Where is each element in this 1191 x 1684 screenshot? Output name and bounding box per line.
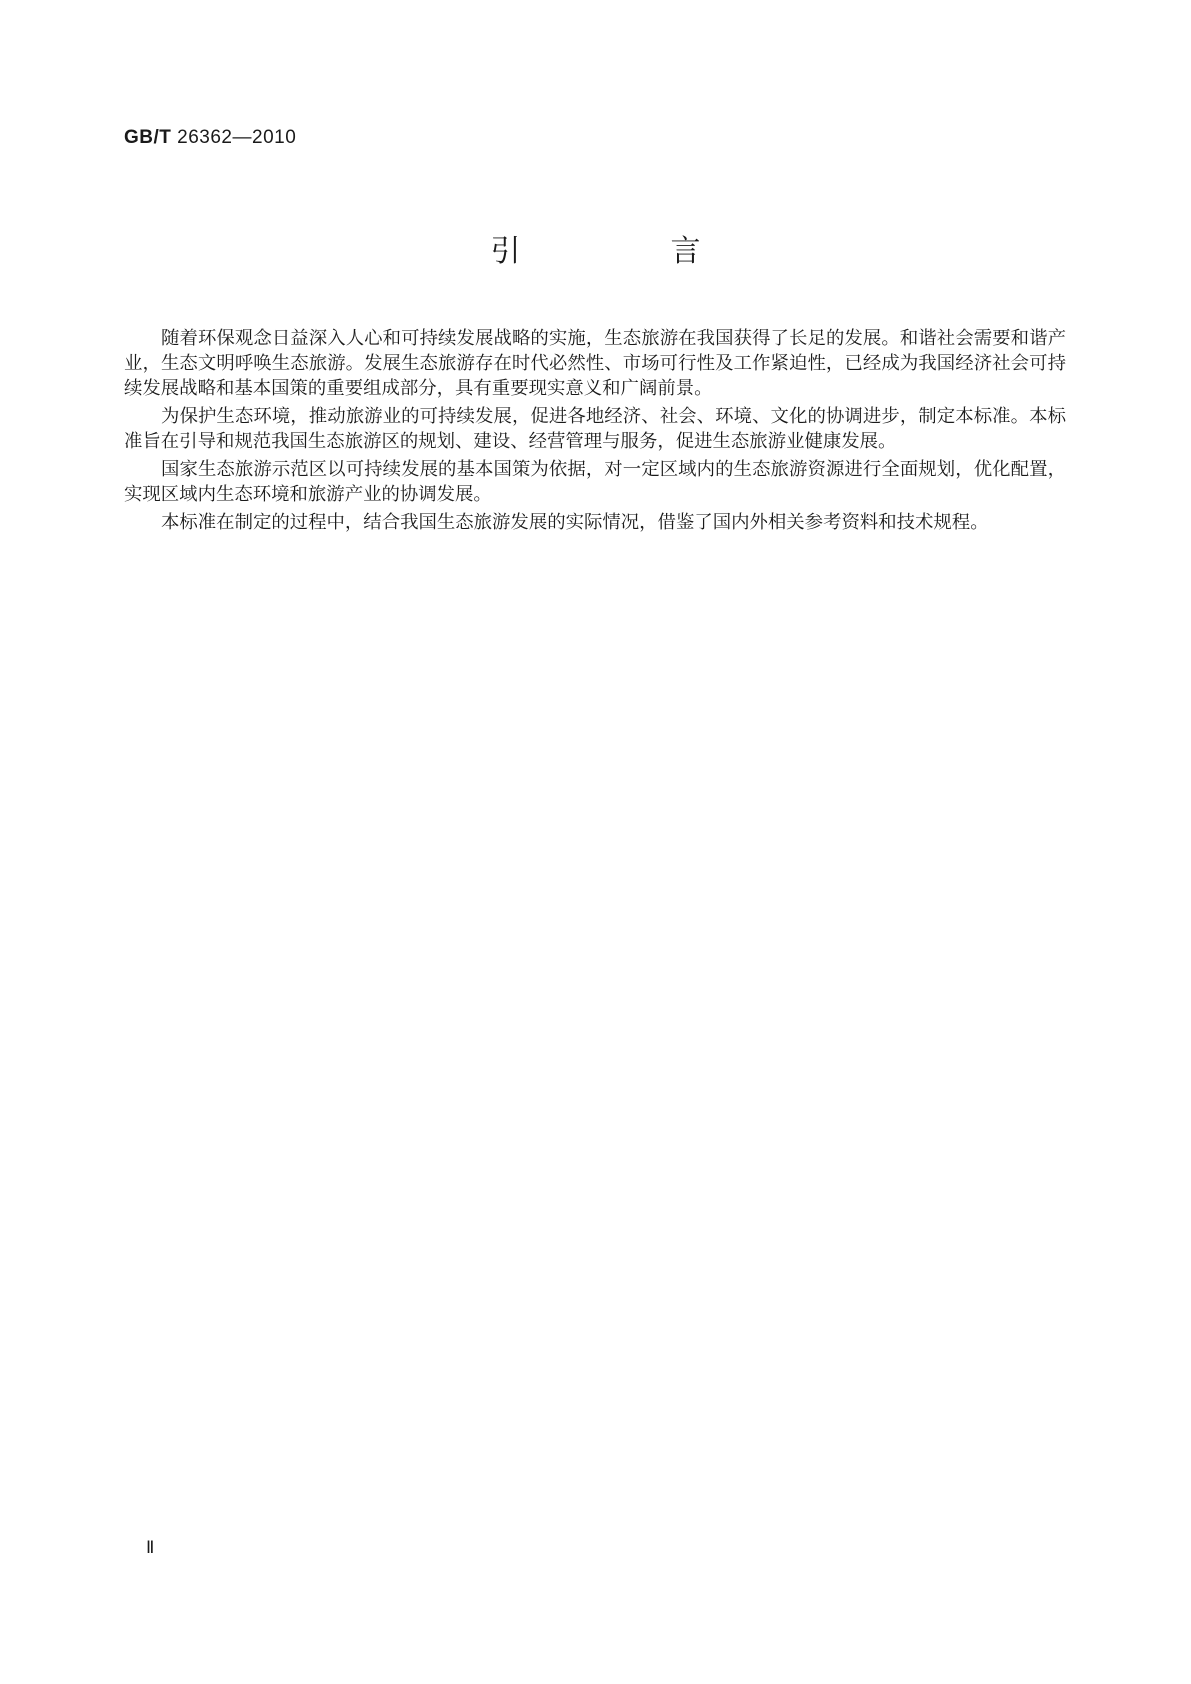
standard-code [124, 127, 296, 149]
standard-code-number: 26362—2010 [171, 127, 297, 148]
page-number: Ⅱ [146, 1538, 155, 1557]
page-title: 引 言 [490, 234, 761, 269]
paragraph: 为保护生态环境，推动旅游业的可持续发展，促进各地经济、社会、环境、文化的协调进步，制定本标准。本标准旨在引导和规范我国生态旅游区的规划、建设、经营管理与服务，促进生态旅游业健康发展。 [124, 406, 1066, 452]
paragraph: 国家生态旅游示范区以可持续发展的基本国策为依据，对一定区域内的生态旅游资源进行全面规划，优化配置，实现区域内生态环境和旅游产业的协调发展。 [124, 459, 1066, 505]
introduction-body [124, 326, 1066, 538]
standard-code-prefix: GB/T [124, 127, 172, 148]
paragraph: 随着环保观念日益深入人心和可持续发展战略的实施，生态旅游在我国获得了长足的发展。和谐社会需要和谐产业，生态文明呼唤生态旅游。发展生态旅游存在时代必然性、市场可行性及工作紧迫性，已经成为我国经济社会可持续发展战略和基本国策的重要组成部分，具有重要现实意义和广阔前景。 [124, 328, 1066, 399]
paragraph: 本标准在制定的过程中，结合我国生态旅游发展的实际情况，借鉴了国内外相关参考资料和技术规程。 [161, 512, 989, 533]
